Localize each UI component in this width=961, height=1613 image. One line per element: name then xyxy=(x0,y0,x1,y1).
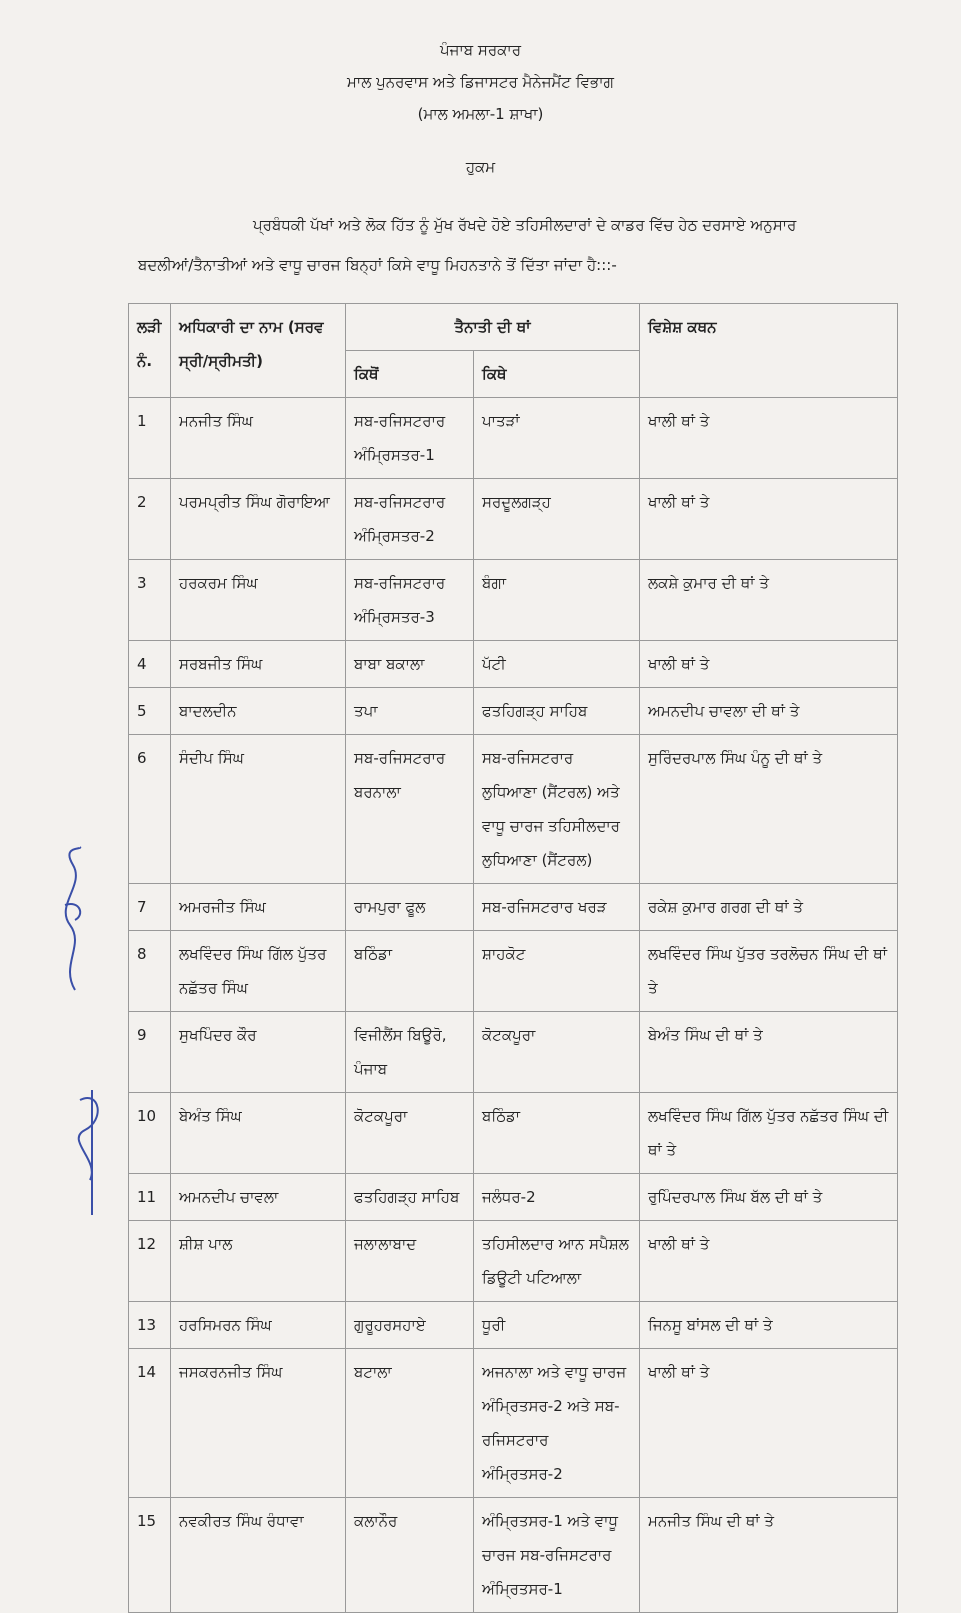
intro-line-2: ਬਦਲੀਆਂ/ਤੈਨਾਤੀਆਂ ਅਤੇ ਵਾਧੂ ਚਾਰਜ ਬਿਨ੍ਹਾਂ ਕਿਸੇ ਵਾਧੂ ਮਿਹਨਤਾਨੇ ਤੋਂ ਦਿੱਤਾ ਜਾਂਦਾ ਹੈ:::- xyxy=(138,256,617,274)
cell-remarks: ਮਨਜੀਤ ਸਿੰਘ ਦੀ ਥਾਂ ਤੇ xyxy=(640,1498,898,1613)
cell-serial: 12 xyxy=(129,1221,171,1302)
cell-officer-name: ਬਾਦਲਦੀਨ xyxy=(171,688,346,735)
cell-remarks: ਖਾਲੀ ਥਾਂ ਤੇ xyxy=(640,1221,898,1302)
intro-paragraph xyxy=(138,205,898,285)
cell-serial: 15 xyxy=(129,1498,171,1613)
cell-to: ਸ਼ਾਹਕੋਟ xyxy=(474,931,640,1012)
cell-serial: 11 xyxy=(129,1174,171,1221)
table-row xyxy=(129,560,898,641)
cell-from: ਸਬ-ਰਜਿਸਟਰਾਰ ਅੰਮ੍ਰਿਸਤਰ-1 xyxy=(346,398,474,479)
cell-officer-name: ਪਰਮਪ੍ਰੀਤ ਸਿੰਘ ਗੋਰਾਇਆ xyxy=(171,479,346,560)
branch-name: (ਮਾਲ ਅਮਲਾ-1 ਸ਼ਾਖਾ) xyxy=(417,105,544,123)
table-row xyxy=(129,479,898,560)
cell-remarks: ਅਮਨਦੀਪ ਚਾਵਲਾ ਦੀ ਥਾਂ ਤੇ xyxy=(640,688,898,735)
cell-to: ਸਬ-ਰਜਿਸਟਰਾਰ ਖਰੜ xyxy=(474,884,640,931)
cell-from: ਜਲਾਲਾਬਾਦ xyxy=(346,1221,474,1302)
cell-remarks: ਖਾਲੀ ਥਾਂ ਤੇ xyxy=(640,479,898,560)
cell-from: ਬਟਾਲਾ xyxy=(346,1349,474,1498)
signature-mark xyxy=(55,845,95,995)
cell-officer-name: ਸਰਬਜੀਤ ਸਿੰਘ xyxy=(171,641,346,688)
table-row xyxy=(129,884,898,931)
header-from: ਕਿਥੋਂ xyxy=(346,351,474,398)
govt-name: ਪੰਜਾਬ ਸਰਕਾਰ xyxy=(440,41,521,59)
cell-to: ਅੰਮ੍ਰਿਤਸਰ-1 ਅਤੇ ਵਾਧੂ ਚਾਰਜ ਸਬ-ਰਜਿਸਟਰਾਰ ਅੰਮ੍ਰਿਤਸਰ-1 xyxy=(474,1498,640,1613)
header-to: ਕਿਥੇ xyxy=(474,351,640,398)
cell-remarks: ਬੇਅੰਤ ਸਿੰਘ ਦੀ ਥਾਂ ਤੇ xyxy=(640,1012,898,1093)
cell-remarks: ਖਾਲੀ ਥਾਂ ਤੇ xyxy=(640,398,898,479)
header-name: ਅਧਿਕਾਰੀ ਦਾ ਨਾਮ (ਸਰਵ ਸ੍ਰੀ/ਸ੍ਰੀਮਤੀ) xyxy=(171,304,346,398)
intro-line-1: ਪ੍ਰਬੰਧਕੀ ਪੱਖਾਂ ਅਤੇ ਲੋਕ ਹਿੱਤ ਨੂੰ ਮੁੱਖ ਰੱਖਦੇ ਹੋਏ ਤਹਿਸੀਲਦਾਰਾਂ ਦੇ ਕਾਡਰ ਵਿੱਚ ਹੇਠ ਦਰਸਾਏ ਅਨੁਸਾਰ xyxy=(253,216,797,234)
cell-to: ਸਬ-ਰਜਿਸਟਰਾਰ ਲੁਧਿਆਣਾ (ਸੈਂਟਰਲ) ਅਤੇ ਵਾਧੂ ਚਾਰਜ ਤਹਿਸੀਲਦਾਰ ਲੁਧਿਆਣਾ (ਸੈਂਟਰਲ) xyxy=(474,735,640,884)
cell-officer-name: ਸੰਦੀਪ ਸਿੰਘ xyxy=(171,735,346,884)
table-row xyxy=(129,735,898,884)
cell-serial: 7 xyxy=(129,884,171,931)
cell-officer-name: ਬੇਅੰਤ ਸਿੰਘ xyxy=(171,1093,346,1174)
cell-serial: 2 xyxy=(129,479,171,560)
cell-to: ਫਤਹਿਗੜ੍ਹ ਸਾਹਿਬ xyxy=(474,688,640,735)
cell-remarks: ਖਾਲੀ ਥਾਂ ਤੇ xyxy=(640,641,898,688)
document-header xyxy=(0,34,961,130)
cell-to: ਜਲੰਧਰ-2 xyxy=(474,1174,640,1221)
cell-from: ਸਬ-ਰਜਿਸਟਰਾਰ ਅੰਮ੍ਰਿਸਤਰ-2 xyxy=(346,479,474,560)
cell-from: ਬਾਬਾ ਬਕਾਲਾ xyxy=(346,641,474,688)
cell-from: ਰਾਮਪੁਰਾ ਫੂਲ xyxy=(346,884,474,931)
cell-from: ਸਬ-ਰਜਿਸਟਰਾਰ ਅੰਮ੍ਰਿਸਤਰ-3 xyxy=(346,560,474,641)
cell-remarks: ਖਾਲੀ ਥਾਂ ਤੇ xyxy=(640,1349,898,1498)
cell-from: ਫਤਹਿਗੜ੍ਹ ਸਾਹਿਬ xyxy=(346,1174,474,1221)
initials-mark xyxy=(70,1060,110,1220)
cell-to: ਤਹਿਸੀਲਦਾਰ ਆਨ ਸਪੈਸ਼ਲ ਡਿਊਟੀ ਪਟਿਆਲਾ xyxy=(474,1221,640,1302)
cell-to: ਧੂਰੀ xyxy=(474,1302,640,1349)
cell-to: ਬੰਗਾ xyxy=(474,560,640,641)
transfer-table xyxy=(128,303,898,1613)
cell-serial: 14 xyxy=(129,1349,171,1498)
cell-officer-name: ਜਸਕਰਨਜੀਤ ਸਿੰਘ xyxy=(171,1349,346,1498)
table-row xyxy=(129,641,898,688)
table-row xyxy=(129,1302,898,1349)
cell-from: ਕੋਟਕਪੂਰਾ xyxy=(346,1093,474,1174)
cell-remarks: ਰੁਪਿੰਦਰਪਾਲ ਸਿੰਘ ਬੱਲ ਦੀ ਥਾਂ ਤੇ xyxy=(640,1174,898,1221)
cell-from: ਕਲਾਨੌਰ xyxy=(346,1498,474,1613)
cell-serial: 9 xyxy=(129,1012,171,1093)
cell-remarks: ਜਿਨਸੂ ਬਾਂਸਲ ਦੀ ਥਾਂ ਤੇ xyxy=(640,1302,898,1349)
cell-remarks: ਲਖਵਿੰਦਰ ਸਿੰਘ ਪੁੱਤਰ ਤਰਲੋਚਨ ਸਿੰਘ ਦੀ ਥਾਂ ਤੇ xyxy=(640,931,898,1012)
cell-to: ਪੱਟੀ xyxy=(474,641,640,688)
cell-serial: 5 xyxy=(129,688,171,735)
cell-officer-name: ਨਵਕੀਰਤ ਸਿੰਘ ਰੰਧਾਵਾ xyxy=(171,1498,346,1613)
cell-officer-name: ਹਰਸਿਮਰਨ ਸਿੰਘ xyxy=(171,1302,346,1349)
cell-to: ਪਾਤੜਾਂ xyxy=(474,398,640,479)
cell-from: ਤਪਾ xyxy=(346,688,474,735)
cell-to: ਕੋਟਕਪੂਰਾ xyxy=(474,1012,640,1093)
header-remarks: ਵਿਸ਼ੇਸ਼ ਕਥਨ xyxy=(640,304,898,398)
cell-serial: 3 xyxy=(129,560,171,641)
table-row xyxy=(129,1012,898,1093)
cell-from: ਸਬ-ਰਜਿਸਟਰਾਰ ਬਰਨਾਲਾ xyxy=(346,735,474,884)
cell-serial: 8 xyxy=(129,931,171,1012)
table-row xyxy=(129,931,898,1012)
header-posting: ਤੈਨਾਤੀ ਦੀ ਥਾਂ xyxy=(346,304,640,351)
cell-serial: 1 xyxy=(129,398,171,479)
table-row xyxy=(129,1498,898,1613)
table-row xyxy=(129,1093,898,1174)
cell-remarks: ਲਕਸ਼ੇ ਕੁਮਾਰ ਦੀ ਥਾਂ ਤੇ xyxy=(640,560,898,641)
table-row xyxy=(129,1174,898,1221)
department-name: ਮਾਲ ਪੁਨਰਵਾਸ ਅਤੇ ਡਿਜਾਸਟਰ ਮੈਨੇਜਮੈਂਟ ਵਿਭਾਗ xyxy=(347,73,614,91)
cell-serial: 10 xyxy=(129,1093,171,1174)
cell-officer-name: ਅਮਰਜੀਤ ਸਿੰਘ xyxy=(171,884,346,931)
cell-to: ਬਠਿੰਡਾ xyxy=(474,1093,640,1174)
table-row xyxy=(129,688,898,735)
cell-officer-name: ਅਮਨਦੀਪ ਚਾਵਲਾ xyxy=(171,1174,346,1221)
cell-remarks: ਰਕੇਸ਼ ਕੁਮਾਰ ਗਰਗ ਦੀ ਥਾਂ ਤੇ xyxy=(640,884,898,931)
order-title: ਹੁਕਮ xyxy=(465,158,496,176)
cell-officer-name: ਲਖਵਿੰਦਰ ਸਿੰਘ ਗਿੱਲ ਪੁੱਤਰ ਨਛੱਤਰ ਸਿੰਘ xyxy=(171,931,346,1012)
cell-officer-name: ਮਨਜੀਤ ਸਿੰਘ xyxy=(171,398,346,479)
cell-from: ਗੁਰੂਹਰਸਹਾਏ xyxy=(346,1302,474,1349)
cell-serial: 6 xyxy=(129,735,171,884)
table-row xyxy=(129,1349,898,1498)
cell-from: ਵਿਜੀਲੈਂਸ ਬਿਊਰੋ, ਪੰਜਾਬ xyxy=(346,1012,474,1093)
table-row xyxy=(129,1221,898,1302)
header-serial: ਲੜੀ ਨੰ. xyxy=(129,304,171,398)
cell-remarks: ਲਖਵਿੰਦਰ ਸਿੰਘ ਗਿੱਲ ਪੁੱਤਰ ਨਛੱਤਰ ਸਿੰਘ ਦੀ ਥਾਂ ਤੇ xyxy=(640,1093,898,1174)
cell-remarks: ਸੁਰਿੰਦਰਪਾਲ ਸਿੰਘ ਪੰਨੂ ਦੀ ਥਾਂ ਤੇ xyxy=(640,735,898,884)
cell-officer-name: ਸ਼ੀਸ਼ ਪਾਲ xyxy=(171,1221,346,1302)
table-row xyxy=(129,398,898,479)
cell-to: ਸਰਦੂਲਗੜ੍ਹ xyxy=(474,479,640,560)
cell-officer-name: ਸੁਖਪਿੰਦਰ ਕੌਰ xyxy=(171,1012,346,1093)
cell-serial: 4 xyxy=(129,641,171,688)
cell-serial: 13 xyxy=(129,1302,171,1349)
cell-officer-name: ਹਰਕਰਮ ਸਿੰਘ xyxy=(171,560,346,641)
cell-to: ਅਜਨਾਲਾ ਅਤੇ ਵਾਧੂ ਚਾਰਜ ਅੰਮ੍ਰਿਤਸਰ-2 ਅਤੇ ਸਬ-ਰਜਿਸਟਰਾਰ ਅੰਮ੍ਰਿਤਸਰ-2 xyxy=(474,1349,640,1498)
cell-from: ਬਠਿੰਡਾ xyxy=(346,931,474,1012)
